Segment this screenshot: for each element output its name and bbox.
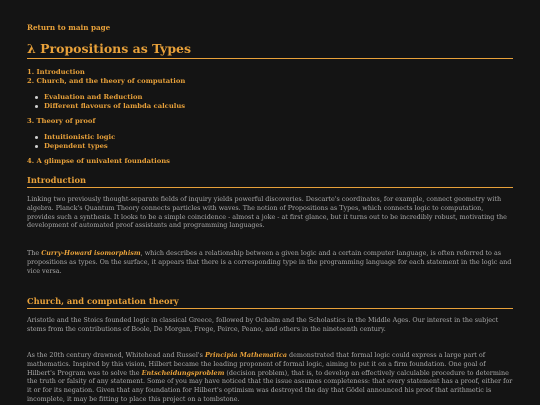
- table-of-contents: [27, 68, 185, 85]
- toc-sublist-church: [27, 93, 185, 110]
- church-paragraph-2: As the 20th century drawned, Whitehead and Russel's Principia Mathematica demonstrated that formal logic could express a large part of mathematics. Inspired by this vision, Hilbert became the leading proponent of formal logic, aiming to put it on a firm foundation. One goal of Hilbert's Program was to solve the Entscheidungsproblem (decision problem), that is, to develop an effectively calculable procedure to determine the truth or falsity of any statement. Some of you may have noticed that the issue assumes completeness: that every statement has a proof, either for it or for its negation. Given that any foundation for Hilbert's optimism was destroyed the day that Gödel announced his proof that arithmetic is incomplete, it may be fitting to place this project on a tombstone.: [27, 351, 513, 403]
- church-paragraph-1: Aristotle and the Stoics founded logic in classical Greece, followed by Ochalm and the Scholastics in the Middle Ages. Our interest in the subject stems from the contributions of Boole, De Morgan, Frege, Peirce, Peano, and others in the nineteenth century.: [27, 316, 499, 333]
- toc-item-evaluation-reduction[interactable]: Evaluation and Reduction: [27, 93, 185, 102]
- toc-item-lambda-flavours[interactable]: Different flavours of lambda calculus: [27, 102, 185, 111]
- toc-sublist-proof: [27, 133, 115, 150]
- intro-paragraph-1: Linking two previously thought-separate fields of inquiry yields powerful discoveries. Descarte's coordinates, for example, connect geometry with algebra. Planck's Quantum Theory connects particles with waves. The notion of Propositions as Types, which connects logic to computation, provides such a synthesis. It looks to be a simple coincidence - almost a joke - at first glance, but it turns out to be incredibly robust, motivating the development of automated proof assistants and programming languages.: [27, 195, 507, 230]
- page-title: λ Propositions as Types: [27, 41, 192, 56]
- curry-howard-term: Curry-Howard isomorphism: [41, 249, 141, 257]
- toc-item-univalent-wrap: [27, 157, 170, 166]
- entscheidungsproblem-term: Entscheidungsproblem: [141, 368, 225, 377]
- section-heading-introduction: Introduction: [27, 175, 87, 185]
- intro-paragraph-2: The Curry-Howard isomorphism, which describes a relationship between a given logic and a certain computer language, is often referred to as propositions as types. On the surface, it appears that there is a corresponding type in the programming language for each statement in the logic and vice versa.: [27, 249, 512, 275]
- return-to-main-link[interactable]: Return to main page: [27, 23, 111, 32]
- intro-divider: [27, 187, 513, 188]
- principia-term: Principia Mathematica: [204, 351, 287, 359]
- toc-item-proof-theory[interactable]: 3. Theory of proof: [27, 117, 96, 125]
- toc-item-introduction[interactable]: 1. Introduction: [27, 68, 85, 76]
- church-divider: [27, 308, 513, 309]
- toc-item-dependent-types[interactable]: Dependent types: [27, 142, 115, 151]
- toc-item-univalent-foundations[interactable]: 4. A glimpse of univalent foundations: [27, 157, 170, 165]
- toc-item-intuitionistic-logic[interactable]: Intuitionistic logic: [27, 133, 115, 142]
- toc-item-church[interactable]: 2. Church, and the theory of computation: [27, 76, 186, 85]
- toc-item-proof-theory-wrap: [27, 117, 95, 126]
- section-heading-church: Church, and computation theory: [27, 296, 179, 306]
- title-divider: [27, 58, 513, 59]
